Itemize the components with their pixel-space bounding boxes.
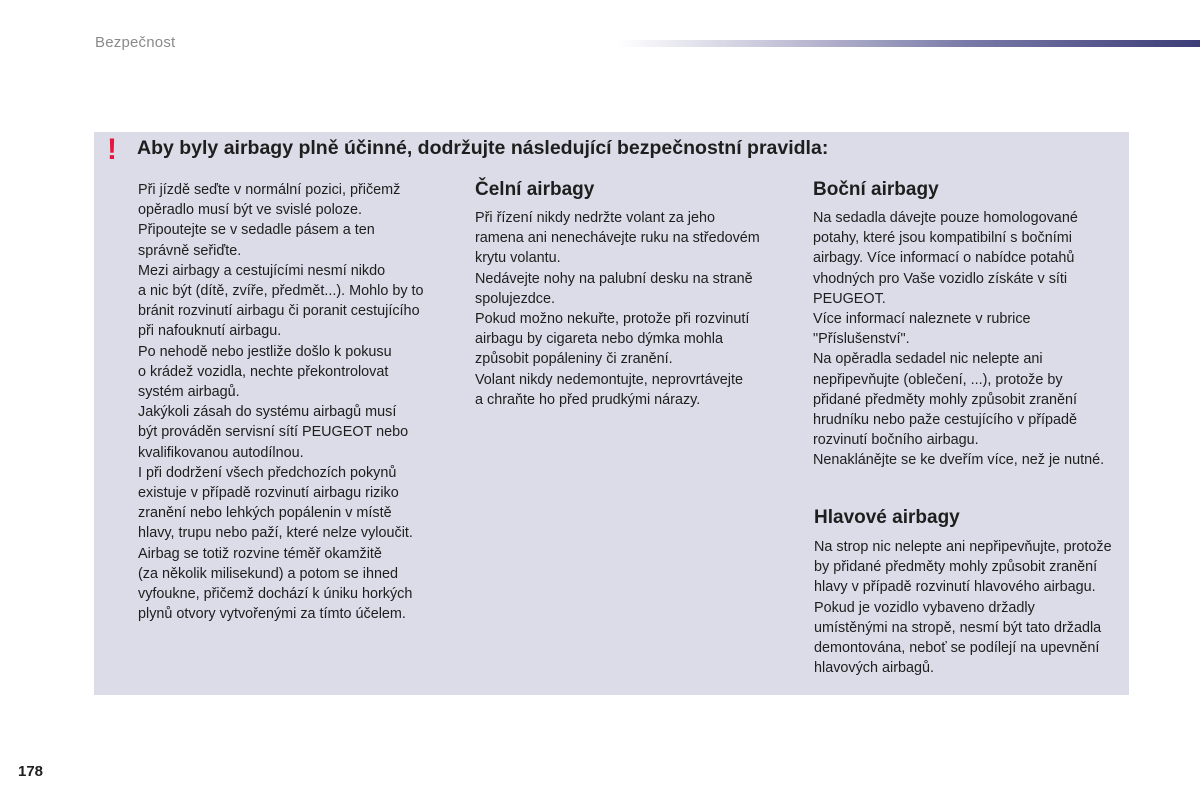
text-line: Při jízdě seďte v normální pozici, přičemž: [138, 182, 401, 198]
text-line: při nafouknutí airbagu.: [138, 323, 282, 340]
text-line: airbagy. Více informací o nabídce potahů: [813, 250, 1075, 267]
text-line: (za několik milisekund) a potom se ihned: [138, 565, 398, 582]
text-line: Nedávejte nohy na palubní desku na straně: [475, 270, 753, 287]
text-line: vhodných pro Vaše vozidlo získáte v síti: [813, 270, 1068, 287]
text-line: I při dodržení všech předchozích pokynů: [138, 464, 397, 481]
text-line: hlavy v případě rozvinutí hlavového airbagu.: [814, 579, 1096, 596]
text-line: Mezi airbagy a cestujícími nesmí nikdo: [138, 262, 386, 279]
text-line: Pokud možno nekuřte, protože při rozvinutí: [475, 311, 750, 328]
text-line: vyfoukne, přičemž dochází k úniku horkých: [138, 586, 413, 603]
text-line: ramena ani nenechávejte ruku na středovém: [475, 230, 760, 247]
text-line: airbagu by cigareta nebo dýmka mohla: [475, 331, 723, 348]
text-line: hrudníku nebo paže cestujícího v případě: [813, 412, 1078, 429]
text-line: plynů otvory vytvořenými za tímto účelem.: [138, 606, 406, 623]
side-airbags-title: Boční airbagy: [813, 179, 939, 200]
text-line: o krádež vozidla, nechte překontrolovat: [138, 363, 389, 380]
text-line: existuje v případě rozvinutí airbagu riziko: [138, 485, 399, 502]
text-line: správně seřiďte.: [138, 242, 242, 259]
text-line: opěradlo musí být ve svislé poloze.: [138, 202, 362, 219]
header-decorative-bar: [618, 40, 1200, 47]
side-airbags-text: [813, 208, 1104, 471]
section-title: Bezpečnost: [95, 34, 176, 51]
text-line: by přidané předměty mohly způsobit zranění: [814, 559, 1098, 576]
general-rules-text: [138, 180, 424, 624]
text-line: Na sedadla dávejte pouze homologované: [813, 210, 1078, 226]
text-line: způsobit popáleniny či zranění.: [475, 351, 673, 368]
text-line: rozvinutí bočního airbagu.: [813, 432, 979, 449]
text-line: být prováděn servisní sítí PEUGEOT nebo: [138, 424, 409, 441]
text-line: PEUGEOT.: [813, 290, 886, 307]
text-line: přidané předměty mohly způsobit zranění: [813, 391, 1077, 408]
head-airbags-title: Hlavové airbagy: [814, 507, 960, 528]
text-line: Pokud je vozidlo vybaveno držadly: [814, 599, 1035, 616]
head-airbags-text: [814, 537, 1112, 678]
text-line: hlavy, trupu nebo paží, které nelze vyloučit.: [138, 525, 413, 542]
page-number: 178: [18, 763, 44, 780]
front-airbags-title: Čelní airbagy: [475, 179, 595, 200]
text-line: Více informací naleznete v rubrice: [813, 311, 1031, 328]
text-line: bránit rozvinutí airbagu či poranit cestujícího: [138, 303, 420, 320]
text-line: Nenaklánějte se ke dveřím více, než je nutné.: [813, 452, 1105, 469]
text-line: spolujezdce.: [475, 290, 555, 307]
text-line: nepřipevňujte (oblečení, ...), protože by: [813, 371, 1063, 388]
text-line: demontována, neboť se podílejí na upevnění: [814, 640, 1100, 657]
text-line: Volant nikdy nedemontujte, neprovrtávejte: [475, 371, 743, 388]
text-line: Na opěradla sedadel nic nelepte ani: [813, 351, 1043, 368]
text-line: krytu volantu.: [475, 250, 561, 267]
front-airbags-text: [475, 208, 760, 410]
text-line: Jakýkoli zásah do systému airbagů musí: [138, 404, 397, 421]
text-line: "Příslušenství".: [813, 331, 910, 348]
exclamation-icon: !: [107, 133, 117, 166]
text-line: Připoutejte se v sedadle pásem a ten: [138, 222, 375, 239]
text-line: a chraňte ho před prudkými nárazy.: [475, 391, 701, 408]
warning-heading: Aby byly airbagy plně účinné, dodržujte následující bezpečnostní pravidla:: [137, 137, 829, 159]
text-line: potahy, které jsou kompatibilní s bočními: [813, 230, 1072, 247]
text-line: a nic být (dítě, zvíře, předmět...). Mohlo by to: [138, 283, 424, 300]
text-line: Po nehodě nebo jestliže došlo k pokusu: [138, 343, 392, 360]
text-line: zranění nebo lehkých popálenin v místě: [138, 505, 392, 522]
text-line: umístěnými na stropě, nesmí být tato držadla: [814, 619, 1102, 636]
text-line: hlavových airbagů.: [814, 660, 934, 677]
text-line: Airbag se totiž rozvine téměř okamžitě: [138, 545, 382, 562]
text-line: Při řízení nikdy nedržte volant za jeho: [475, 210, 715, 226]
text-line: Na strop nic nelepte ani nepřipevňujte, protože: [814, 539, 1112, 555]
text-line: systém airbagů.: [138, 384, 240, 401]
text-line: kvalifikovanou autodílnou.: [138, 444, 304, 461]
